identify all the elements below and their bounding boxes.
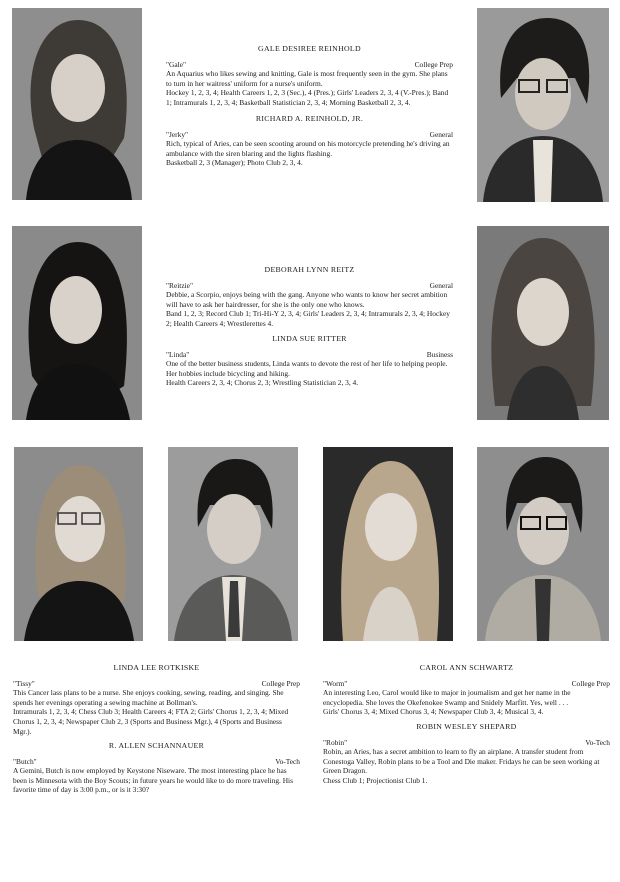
senior-bio: Debbie, a Scorpio, enjoys being with the gang. Anyone who wants to know her secret ambition will have to ask her hairdresser, for she is the only one who knows. [166, 290, 448, 309]
senior-bio: Rich, typical of Aries, can be seen scooting around on his motorcycle pretending he's driving an ambulance with the siren blaring and the lights flashing. [166, 139, 450, 158]
entry-carol-schwartz [323, 663, 610, 717]
senior-course: College Prep [261, 678, 300, 688]
senior-bio: An Aquarius who likes sewing and knitting, Gale is most frequently seen in the gym. She plans to turn in her waitress' uniform for a nurse's uniform. [166, 69, 448, 88]
senior-bio: Robin, an Aries, has a secret ambition to learn to fly an airplane. A transfer student from Conestoga Valley, Robin plans to be a Tool and Die maker. Fridays he can be seen working at Green Dragon. [323, 747, 600, 776]
senior-nickname: "Reitzie" [166, 280, 193, 290]
senior-nickname: "Worm" [323, 678, 348, 688]
senior-name: RICHARD A. REINHOLD, JR. [255, 114, 364, 123]
senior-nickname: "Jerky" [166, 129, 189, 139]
senior-name: LINDA LEE ROTKISKE [113, 663, 200, 672]
portrait-richard-reinhold [477, 8, 609, 202]
entry-richard-reinhold [166, 114, 453, 168]
portrait-allen-schannauer [168, 447, 298, 641]
senior-name: GALE DESIREE REINHOLD [258, 44, 361, 53]
portrait-deborah-reitz [12, 226, 142, 420]
senior-bio: A Gemini, Butch is now employed by Keystone Niseware. The most interesting place he has been is Minnesota with the Boy Scouts; in future years he would like to do more traveling. His favorite time of day is 3:00 p.m., or is it 3:30? [13, 766, 293, 795]
senior-course: College Prep [571, 678, 610, 688]
portrait-robin-shepard [477, 447, 609, 641]
entry-robin-shepard [323, 722, 610, 786]
portrait-carol-schwartz [323, 447, 453, 641]
portrait-linda-ritter [477, 226, 609, 420]
portrait-gale-reinhold [12, 8, 142, 200]
senior-bio: One of the better business students, Linda wants to devote the rest of her life to helping people. Her hobbies include bicycling and hiking. [166, 359, 448, 378]
entry-deborah-reitz [166, 265, 453, 329]
senior-name: CAROL ANN SCHWARTZ [419, 663, 514, 672]
entry-gale-reinhold [166, 44, 453, 108]
portrait-linda-rotkiske [14, 447, 143, 641]
senior-activities: Girls' Chorus 3, 4; Mixed Chorus 3, 4; Newspaper Club 3, 4; Musical 3, 4. [323, 707, 544, 717]
senior-activities: Chess Club 1; Projectionist Club 1. [323, 775, 428, 785]
senior-course: Vo-Tech [275, 756, 300, 766]
senior-nickname: "Gale" [166, 59, 186, 69]
entry-allen-schannauer [13, 741, 300, 795]
senior-course: Vo-Tech [585, 737, 610, 747]
senior-course: General [429, 280, 453, 290]
senior-course: General [429, 129, 453, 139]
senior-name: LINDA SUE RITTER [272, 334, 347, 343]
entry-linda-rotkiske [13, 663, 300, 736]
senior-bio: This Cancer lass plans to be a nurse. She enjoys cooking, sewing, reading, and singing. She spends her evenings operating a sewing machine at Bollman's. [13, 688, 284, 707]
senior-activities: Band 1, 2, 3; Record Club 1; Tri-Hi-Y 2, 3, 4; Girls' Leaders 2, 3, 4; Intramurals 2, 3, 4; Hockey 2; Health Careers 4; Wrestlerettes 4. [166, 309, 450, 328]
senior-name: R. ALLEN SCHANNAUER [108, 741, 205, 750]
senior-course: College Prep [414, 59, 453, 69]
senior-nickname: "Tissy" [13, 678, 35, 688]
senior-activities: Intramurals 1, 2, 3, 4; Chess Club 3; Health Careers 4; FTA 2; Girls' Chorus 1, 2, 3, 4; Mixed Chorus 1, 2, 3, 4; Newspaper Club 2, 3 (Sports and Business Mgr.), 4 (Sports and Business Mgr.). [13, 707, 289, 736]
senior-course: Business [426, 349, 453, 359]
senior-activities: Health Careers 2, 3, 4; Chorus 2, 3; Wrestling Statistician 2, 3, 4. [166, 378, 359, 388]
senior-activities: Hockey 1, 2, 3, 4; Health Careers 1, 2, 3 (Sec.), 4 (Pres.); Girls' Leaders 2, 3, 4 (V.-Pres.); Band 1; Intramurals 1, 2, 3, 4; Basketball Statistician 2, 3, 4; Morning Basketball 2, 3, 4. [166, 88, 449, 107]
senior-nickname: "Butch" [13, 756, 37, 766]
senior-nickname: "Robin" [323, 737, 348, 747]
senior-name: ROBIN WESLEY SHEPARD [416, 722, 517, 731]
senior-bio: An interesting Leo, Carol would like to major in journalism and get her name in the encyclopedia. She loves the Okefenokee Swamp and Snidely Marfitt. Yes, well . . . [323, 688, 571, 707]
senior-name: DEBORAH LYNN REITZ [264, 265, 355, 274]
senior-nickname: "Linda" [166, 349, 190, 359]
senior-activities: Basketball 2, 3 (Manager); Photo Club 2, 3, 4. [166, 158, 303, 168]
entry-linda-ritter [166, 334, 453, 388]
